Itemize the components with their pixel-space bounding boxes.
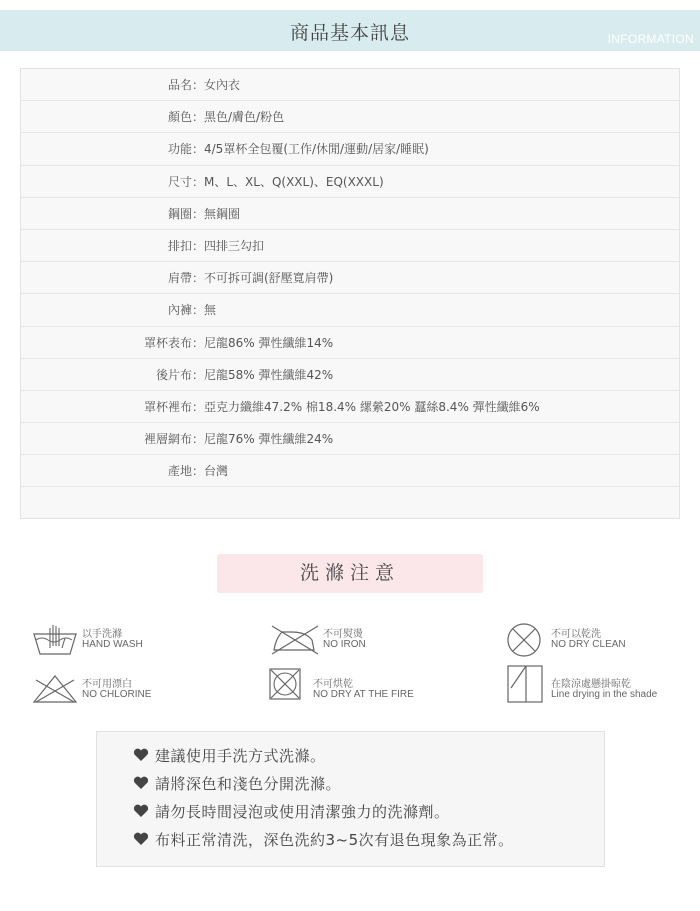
care-label-en: NO CHLORINE [82, 689, 152, 700]
care-label-zh: 以手洗滌 [82, 629, 122, 640]
spec-label: 排扣 [167, 238, 192, 253]
spec-label: 鋼圈 [167, 206, 192, 221]
spec-row-empty [21, 487, 679, 519]
heart-icon [133, 832, 149, 846]
spec-label: 尺寸 [167, 174, 192, 189]
care-line-dry-shade [506, 664, 676, 698]
care-no-bleach [32, 672, 192, 706]
care-label-en: NO DRY AT THE FIRE [313, 689, 414, 700]
banner-title: 商品基本訊息 [289, 22, 410, 44]
spec-value: 尼龍86% 彈性纖維14% [204, 335, 334, 350]
spec-row [21, 455, 679, 487]
spec-label: 後片布 [155, 367, 192, 382]
spec-value: 不可拆可調(舒壓寬肩帶) [204, 271, 334, 286]
spec-row [21, 423, 679, 455]
care-label-zh: 在陰涼處懸掛晾乾 [551, 679, 631, 690]
care-label-en: HAND WASH [82, 639, 143, 650]
spec-value: 黑色/膚色/粉色 [204, 110, 285, 125]
spec-value: 無 [204, 303, 217, 318]
spec-row [21, 198, 679, 230]
spec-row [21, 133, 679, 165]
spec-colon: ： [192, 174, 205, 189]
spec-row [21, 69, 679, 101]
no-iron-icon [268, 622, 320, 656]
care-no-tumble-dry [268, 667, 428, 701]
spec-value: 4/5罩杯全包覆(工作/休閒/運動/居家/睡眠) [204, 142, 429, 157]
care-label-en: NO DRY CLEAN [551, 639, 626, 650]
spec-colon: ： [192, 367, 205, 382]
wash-header: 洗滌注意 [217, 554, 483, 593]
spec-label: 顏色 [167, 110, 192, 125]
spec-row [21, 327, 679, 359]
spec-colon: ： [192, 206, 205, 221]
spec-label: 內褲 [167, 303, 192, 318]
spec-value: 台灣 [204, 464, 229, 479]
care-label-zh: 不可熨燙 [323, 629, 363, 640]
spec-colon: ： [192, 78, 205, 92]
no-dry-clean-icon [506, 622, 544, 658]
info-banner [0, 10, 700, 51]
heart-icon [133, 804, 149, 818]
care-no-iron [268, 622, 418, 656]
spec-colon: ： [192, 110, 205, 125]
note-item [133, 773, 341, 794]
heart-icon [133, 748, 149, 762]
spec-colon: ： [192, 238, 205, 253]
spec-label: 功能 [167, 142, 192, 157]
spec-row [21, 294, 679, 326]
care-hand-wash [32, 622, 192, 656]
banner-subtitle: INFORMATION [607, 32, 694, 46]
no-tumble-dry-icon [268, 667, 302, 703]
spec-value: 無鋼圈 [204, 206, 241, 221]
spec-label: 裡層網布 [143, 432, 192, 447]
spec-row [21, 101, 679, 133]
care-label-en: Line drying in the shade [551, 689, 658, 700]
spec-colon: ： [192, 142, 205, 157]
care-label-zh: 不可以乾洗 [551, 629, 601, 640]
spec-colon: ： [192, 432, 205, 447]
spec-row [21, 230, 679, 262]
hand-wash-icon [32, 622, 80, 658]
spec-colon: ： [192, 335, 205, 350]
spec-colon: ： [192, 303, 205, 318]
note-text: 建議使用手洗方式洗滌。 [155, 747, 326, 765]
spec-row [21, 391, 679, 423]
spec-value: 尼龍76% 彈性纖維24% [204, 432, 334, 447]
care-label-zh: 不可烘乾 [313, 679, 353, 690]
line-dry-shade-icon [506, 664, 544, 704]
wash-notes [96, 731, 605, 867]
spec-value: 女內衣 [204, 78, 241, 92]
spec-colon: ： [192, 399, 205, 414]
note-item [133, 829, 514, 850]
care-label-en: NO IRON [323, 639, 366, 650]
spec-row [21, 359, 679, 391]
note-text: 布料正常清洗，深色洗約3~5次有退色現象為正常。 [155, 831, 514, 849]
spec-label: 罩杯表布 [143, 335, 192, 350]
note-text: 請勿長時間浸泡或使用清潔強力的洗滌劑。 [155, 803, 450, 821]
care-label-zh: 不可用漂白 [82, 679, 132, 690]
spec-colon: ： [192, 464, 205, 479]
note-text: 請將深色和淺色分開洗滌。 [155, 775, 342, 793]
care-no-dry-clean [506, 622, 666, 656]
heart-icon [133, 776, 149, 790]
spec-label: 罩杯裡布 [143, 399, 192, 414]
note-item [133, 801, 450, 822]
spec-row [21, 262, 679, 294]
spec-value: 亞克力纖維47.2% 棉18.4% 縲縈20% 蠶絲8.4% 彈性纖維6% [204, 399, 540, 414]
spec-value: M、L、XL、Q(XXL)、EQ(XXXL) [204, 174, 384, 189]
spec-label: 產地 [167, 464, 192, 479]
note-item [133, 745, 326, 766]
spec-label: 肩帶 [167, 271, 192, 286]
spec-label: 品名 [167, 78, 192, 92]
spec-value: 四排三勾扣 [204, 238, 265, 253]
spec-row [21, 166, 679, 198]
spec-table [20, 68, 680, 519]
spec-colon: ： [192, 271, 205, 286]
spec-value: 尼龍58% 彈性纖維42% [204, 367, 334, 382]
no-bleach-icon [32, 672, 78, 704]
